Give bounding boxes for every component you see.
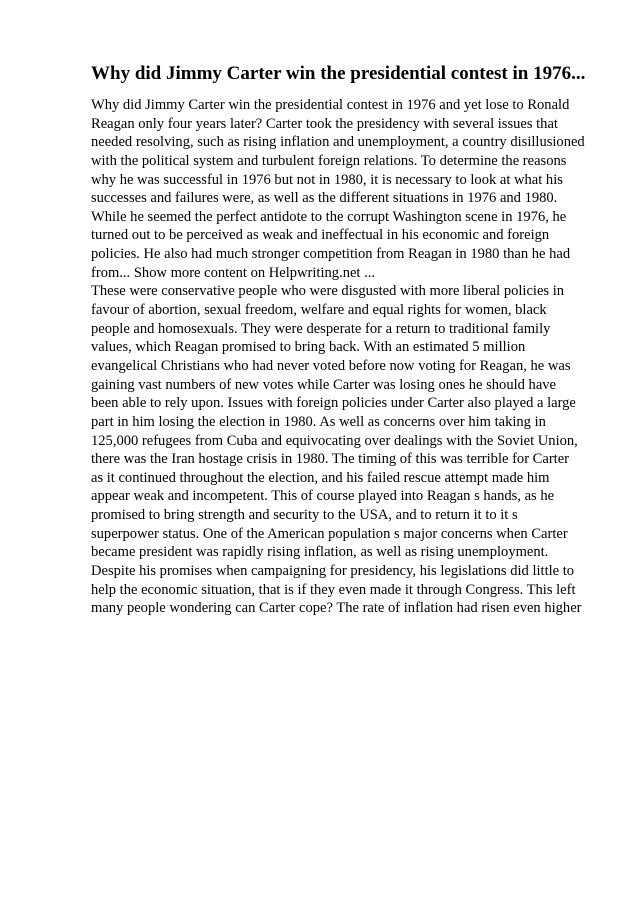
body-line: Reagan only four years later? Carter took the presidency with several issues that xyxy=(91,115,558,132)
body-line: Despite his promises when campaigning for presidency, his legislations did little to xyxy=(91,563,575,580)
body-line: Why did Jimmy Carter win the presidential contest in 1976 and yet lose to Ronald xyxy=(91,97,570,113)
body-line: policies. He also had much stronger competition from Reagan in 1980 than he had xyxy=(91,246,571,263)
body-line: values, which Reagan promised to bring back. With an estimated 5 million xyxy=(91,339,526,356)
body-line: needed resolving, such as rising inflation and unemployment, a country disillusioned xyxy=(91,134,585,151)
body-line: became president was rapidly rising inflation, as well as rising unemployment. xyxy=(91,544,549,561)
body-line: from... Show more content on Helpwriting.net ... xyxy=(91,264,376,281)
body-line: part in him losing the election in 1980. As well as concerns over him taking in xyxy=(91,413,546,430)
body-line: superpower status. One of the American population s major concerns when Carter xyxy=(91,525,568,542)
body-line: These were conservative people who were disgusted with more liberal policies in xyxy=(91,283,565,300)
body-line: with the political system and turbulent foreign relations. To determine the reasons xyxy=(91,152,567,169)
body-line: favour of abortion, sexual freedom, welfare and equal rights for women, black xyxy=(91,302,547,319)
document-title: Why did Jimmy Carter win the presidential contest in 1976... xyxy=(91,63,586,84)
body-line: as it continued throughout the election, and his failed rescue attempt made him xyxy=(91,469,550,486)
body-line: appear weak and incompetent. This of course played into Reagan s hands, as he xyxy=(91,488,555,505)
body-line: successes and failures were, as well as the different situations in 1976 and 1980. xyxy=(91,190,558,207)
document-body xyxy=(91,96,631,618)
body-line: there was the Iran hostage crisis in 1980. The timing of this was terrible for Carter xyxy=(91,451,570,468)
body-line: help the economic situation, that is if they even made it through Congress. This left xyxy=(91,581,576,598)
body-line: people and homosexuals. They were desperate for a return to traditional family xyxy=(91,320,551,337)
body-line: why he was successful in 1976 but not in 1980, it is necessary to look at what his xyxy=(91,171,563,188)
body-line: 125,000 refugees from Cuba and equivocating over dealings with the Soviet Union, xyxy=(91,432,578,449)
body-line: been able to rely upon. Issues with foreign policies under Carter also played a large xyxy=(91,395,576,412)
body-line: many people wondering can Carter cope? The rate of inflation had risen even higher xyxy=(91,600,582,617)
body-line: promised to bring strength and security to the USA, and to return it to it s xyxy=(91,507,518,524)
body-line: turned out to be perceived as weak and ineffectual in his economic and foreign xyxy=(91,227,550,244)
body-line: While he seemed the perfect antidote to the corrupt Washington scene in 1976, he xyxy=(91,208,567,225)
body-line: gaining vast numbers of new votes while Carter was losing ones he should have xyxy=(91,376,557,393)
body-line: evangelical Christians who had never voted before now voting for Reagan, he was xyxy=(91,357,571,374)
